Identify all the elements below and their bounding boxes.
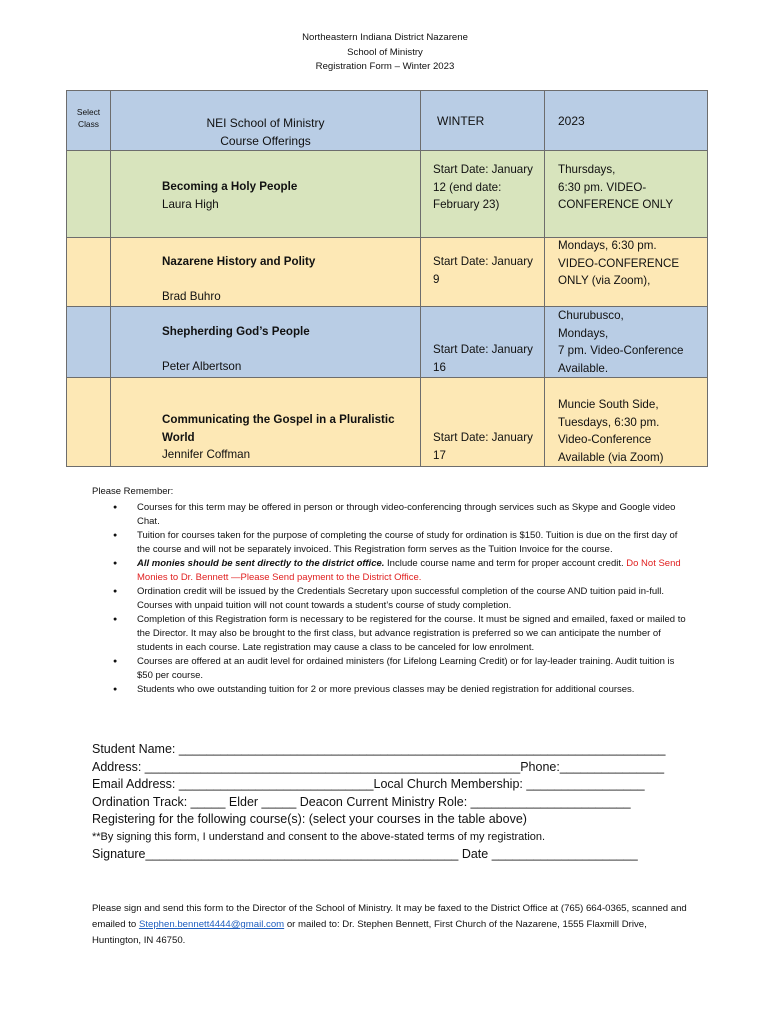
list-item: ● Students who owe outstanding tuition for 2 or more previous classes may be denied registration for additional courses. [137, 683, 692, 697]
select-class-cell[interactable] [67, 307, 111, 378]
course-header-line2: Course Offerings [220, 134, 311, 148]
schedule-line: Video-Conference [558, 433, 652, 446]
term-header [421, 91, 545, 151]
instructor-name: Peter Albertson [162, 360, 242, 373]
select-class-cell[interactable] [67, 378, 111, 467]
table-header-row [67, 91, 708, 151]
schedule-cell [545, 378, 708, 467]
course-name: Communicating the Gospel in a Pluralistic World [162, 413, 395, 444]
signature-date-field[interactable]: Signature_____________________________________________ Date _____________________ [92, 847, 638, 861]
schedule-line: 6:30 pm. VIDEO- [558, 180, 647, 194]
start-date-line: February 23) [433, 198, 500, 211]
list-item: ● Ordination credit will be issued by the Credentials Secretary upon successful completion of the course AND tuition paid in-full. Courses with unpaid tuition will not count towards a student’s course of study completion. [137, 585, 692, 613]
please-remember-section [92, 485, 692, 697]
start-date-line: Start Date: January [433, 163, 533, 176]
schedule-cell [545, 307, 708, 378]
table-row [67, 378, 708, 467]
monies-note: Include course name and term for proper account credit. [384, 558, 627, 569]
select-class-cell[interactable] [67, 151, 111, 238]
district-name: Northeastern Indiana District Nazarene [302, 32, 468, 43]
director-email-link[interactable]: Stephen.bennett4444@gmail.com [138, 919, 285, 930]
schedule-line: Available (via Zoom) [558, 450, 664, 464]
start-date-cell [421, 307, 545, 378]
schedule-line: Mondays, [558, 326, 609, 340]
consent-statement: **By signing this form, I understand and consent to the above-stated terms of my registration. [92, 830, 546, 843]
schedule-line: VIDEO-CONFERENCE [558, 256, 680, 270]
schedule-line: ONLY (via Zoom), [558, 274, 651, 287]
ordination-track-field[interactable]: Ordination Track: _____ Elder _____ Deacon Current Ministry Role: _______________________ [92, 794, 631, 809]
monies-note-bold: All monies should be sent directly to the district office. [137, 558, 385, 569]
select-class-header [67, 91, 111, 151]
course-cell [111, 307, 421, 378]
start-date-line: Start Date: January [433, 255, 533, 268]
course-name: Shepherding God’s People [162, 325, 310, 338]
start-date-line: Start Date: January [433, 343, 533, 356]
list-item: ● Courses for this term may be offered in person or through video-conferencing through services such as Skype and Google video Chat. [137, 501, 692, 529]
schedule-cell [545, 151, 708, 238]
list-item [137, 557, 692, 585]
remember-list [92, 501, 692, 697]
course-cell [111, 238, 421, 307]
course-header-line1: NEI School of Ministry [206, 116, 325, 130]
schedule-line: Available. [558, 361, 609, 375]
instructor-name: Jennifer Coffman [162, 448, 251, 461]
schedule-line: Thursdays, [558, 163, 616, 176]
start-date-cell [421, 238, 545, 307]
course-table [66, 90, 708, 467]
instructor-name: Laura High [162, 197, 219, 211]
schedule-line: 7 pm. Video-Conference [558, 344, 684, 357]
school-name: School of Ministry [347, 46, 423, 58]
footer-text-end: or mailed to: Dr. Stephen Bennett, First Church of the Nazarene, 1555 Flaxmill Drive, Huntington, IN 46750. [92, 919, 647, 946]
year-header [545, 91, 708, 151]
course-name: Becoming a Holy People [162, 180, 298, 193]
course-offerings-header [111, 91, 421, 151]
course-cell [111, 151, 421, 238]
year-label: 2023 [558, 114, 585, 128]
schedule-line: Muncie South Side, [558, 398, 659, 411]
course-cell [111, 378, 421, 467]
start-date-line: Start Date: January [433, 431, 533, 444]
table-row [67, 238, 708, 307]
student-name-field[interactable]: Student Name: ______________________________________________________________________ [92, 742, 666, 756]
list-item: ● Courses are offered at an audit level for ordained ministers (for Lifelong Learning Credit) or for lay-leader training. Audit tuition is $50 per course. [137, 655, 692, 683]
select-header-line2: Class [78, 119, 99, 129]
student-info-form [92, 741, 692, 864]
start-date-line: 12 (end date: [433, 180, 502, 194]
footer-text: Please sign and send this form to the Director of the School of Ministry. It may be faxed to the District Office at (765) 664-0365, scanned and emailed to [92, 903, 687, 930]
registering-note: Registering for the following course(s): (select your courses in the table above) [92, 812, 527, 826]
remember-title: Please Remember: [92, 486, 174, 497]
schedule-line: CONFERENCE ONLY [558, 198, 674, 211]
email-church-field[interactable]: Email Address: ____________________________Local Church Membership: _________________ [92, 777, 645, 791]
select-header-line1: Select [76, 107, 101, 117]
list-item: ● Completion of this Registration form is necessary to be registered for the course. It must be signed and emailed, faxed or mailed to the Director. It may also be brought to the first class, but advance registration is preferred so we can anticipate the number of students in each course. Late registration may cause a class to be canceled for low enrolment. [137, 613, 692, 655]
start-date-cell [421, 378, 545, 467]
schedule-line: Tuesdays, 6:30 pm. [558, 415, 660, 429]
schedule-line: Churubusco, [558, 309, 624, 322]
list-item: ● Tuition for courses taken for the purpose of completing the course of study for ordination is $150. Tuition is due on the first day of the course and will not be separately invoiced. This Registration form serves as the Tuition Invoice for the course. [137, 529, 692, 557]
start-date-line: 17 [433, 448, 446, 462]
term-label: WINTER [437, 114, 485, 128]
document-header [0, 31, 770, 75]
start-date-line: 9 [433, 272, 440, 286]
address-phone-field[interactable]: Address: ______________________________________________________Phone:_______________ [92, 759, 665, 774]
form-title: Registration Form – Winter 2023 [315, 61, 455, 72]
table-row [67, 307, 708, 378]
table-row [67, 151, 708, 238]
start-date-cell [421, 151, 545, 238]
start-date-line: 16 [433, 360, 446, 374]
course-name: Nazarene History and Polity [162, 255, 316, 268]
select-class-cell[interactable] [67, 238, 111, 307]
instructor-name: Brad Buhro [162, 290, 221, 303]
payment-warning: Do Not Send Monies to Dr. Bennett —Please Send payment to the District Office. [137, 558, 681, 583]
footer-instructions [92, 901, 692, 949]
schedule-cell [545, 238, 708, 307]
schedule-line: Mondays, 6:30 pm. [558, 239, 657, 252]
